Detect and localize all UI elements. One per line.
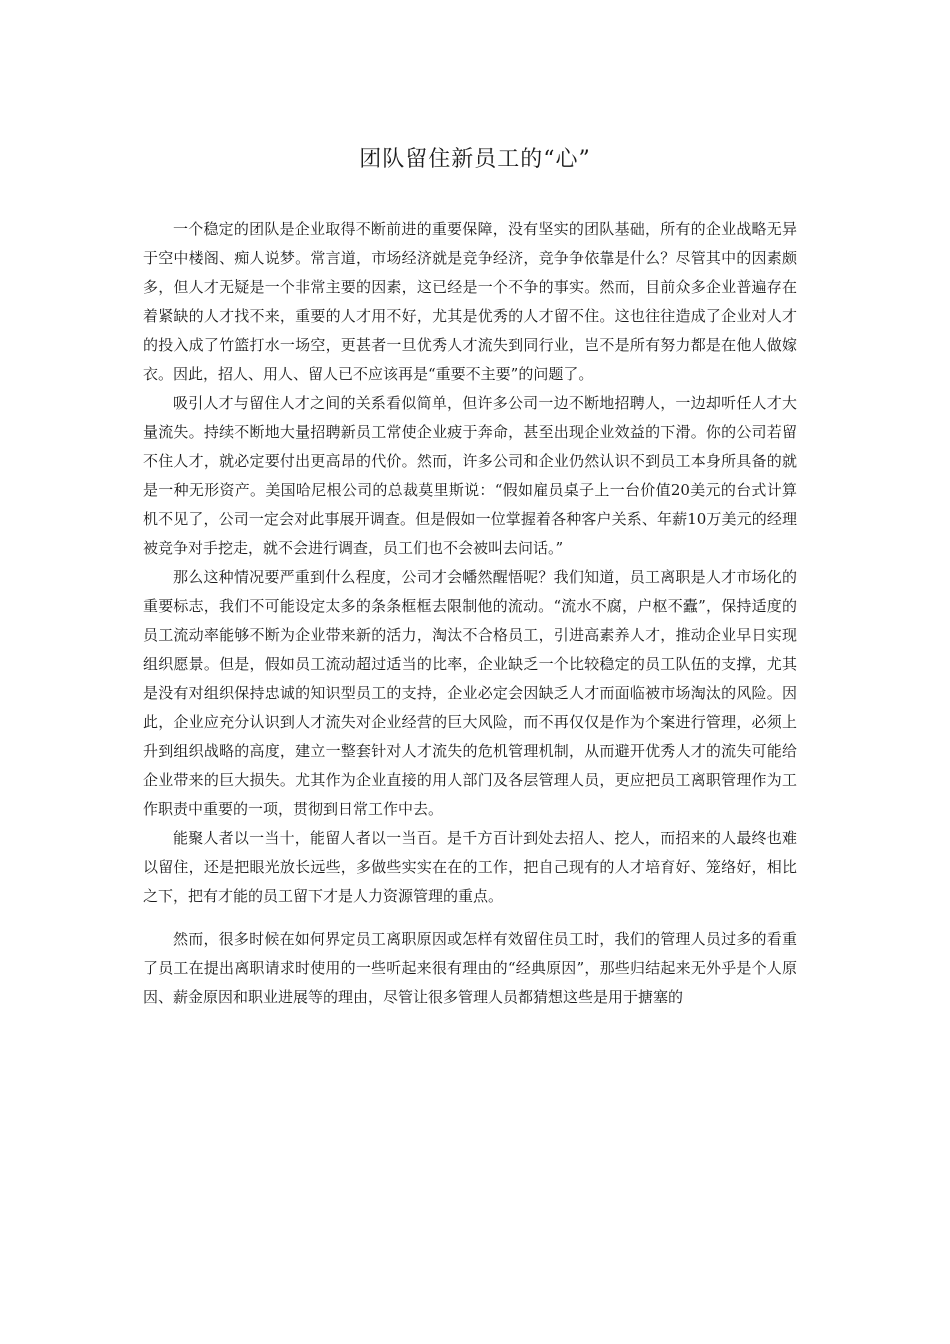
- paragraph-4: 能聚人者以一当十，能留人者以一当百。是千方百计到处去招人、挖人，而招来的人最终也难以留住，还是把眼光放长远些，多做些实实在在的工作，把自己现有的人才培育好、笼络好，相比之下，把有才能的员工留下才是人力资源管理的重点。: [143, 829, 797, 905]
- paragraph-2: 吸引人才与留住人才之间的关系看似简单，但许多公司一边不断地招聘人，一边却听任人才大量流失。持续不断地大量招聘新员工常使企业疲于奔命，甚至出现企业效益的下滑。你的公司若留不住人才，就必定要付出更高昂的代价。然而，许多公司和企业仍然认识不到员工本身所具备的就是一种无形资产。美国哈尼根公司的总裁莫里斯说：“假如雇员桌子上一台价值20美元的台式计算机不见了，公司一定会对此事展开调查。但是假如一位掌握着各种客户关系、年薪10万美元的经理被竞争对手挖走，就不会进行调查，员工们也不会被叫去问话。”: [143, 394, 797, 557]
- document-body: [143, 215, 797, 1012]
- paragraph-5: 然而，很多时候在如何界定员工离职原因或怎样有效留住员工时，我们的管理人员过多的看重了员工在提出离职请求时使用的一些听起来很有理由的“经典原因”，那些归结起来无外乎是个人原因、薪金原因和职业进展等的理由，尽管让很多管理人员都猜想这些是用于搪塞的: [143, 930, 797, 1006]
- paragraph-3: 那么这种情况要严重到什么程度，公司才会幡然醒悟呢？我们知道，员工离职是人才市场化的重要标志，我们不可能设定太多的条条框框去限制他的流动。“流水不腐，户枢不蠹”，保持适度的员工流动率能够不断为企业带来新的活力，淘汰不合格员工，引进高素养人才，推动企业早日实现组织愿景。但是，假如员工流动超过适当的比率，企业缺乏一个比较稳定的员工队伍的支撑，尤其是没有对组织保持忠诚的知识型员工的支持，企业必定会因缺乏人才而面临被市场淘汰的风险。因此，企业应充分认识到人才流失对企业经营的巨大风险，而不再仅仅是作为个案进行管理，必须上升到组织战略的高度，建立一整套针对人才流失的危机管理机制，从而避开优秀人才的流失可能给企业带来的巨大损失。尤其作为企业直接的用人部门及各层管理人员，更应把员工离职管理作为工作职责中重要的一项，贯彻到日常工作中去。: [143, 568, 797, 818]
- document-title: 团队留住新员工的“心”: [359, 147, 591, 172]
- paragraph-1: 一个稳定的团队是企业取得不断前进的重要保障，没有坚实的团队基础，所有的企业战略无异于空中楼阁、痴人说梦。常言道，市场经济就是竞争经济，竞争争依靠是什么？尽管其中的因素颇多，但人才无疑是一个非常主要的因素，这已经是一个不争的事实。然而，目前众多企业普遍存在着紧缺的人才找不来，重要的人才用不好，尤其是优秀的人才留不住。这也往往造成了企业对人才的投入成了竹篮打水一场空，更甚者一旦优秀人才流失到同行业，岂不是所有努力都是在他人做嫁衣。因此，招人、用人、留人已不应该再是“重要不主要”的问题了。: [143, 220, 797, 383]
